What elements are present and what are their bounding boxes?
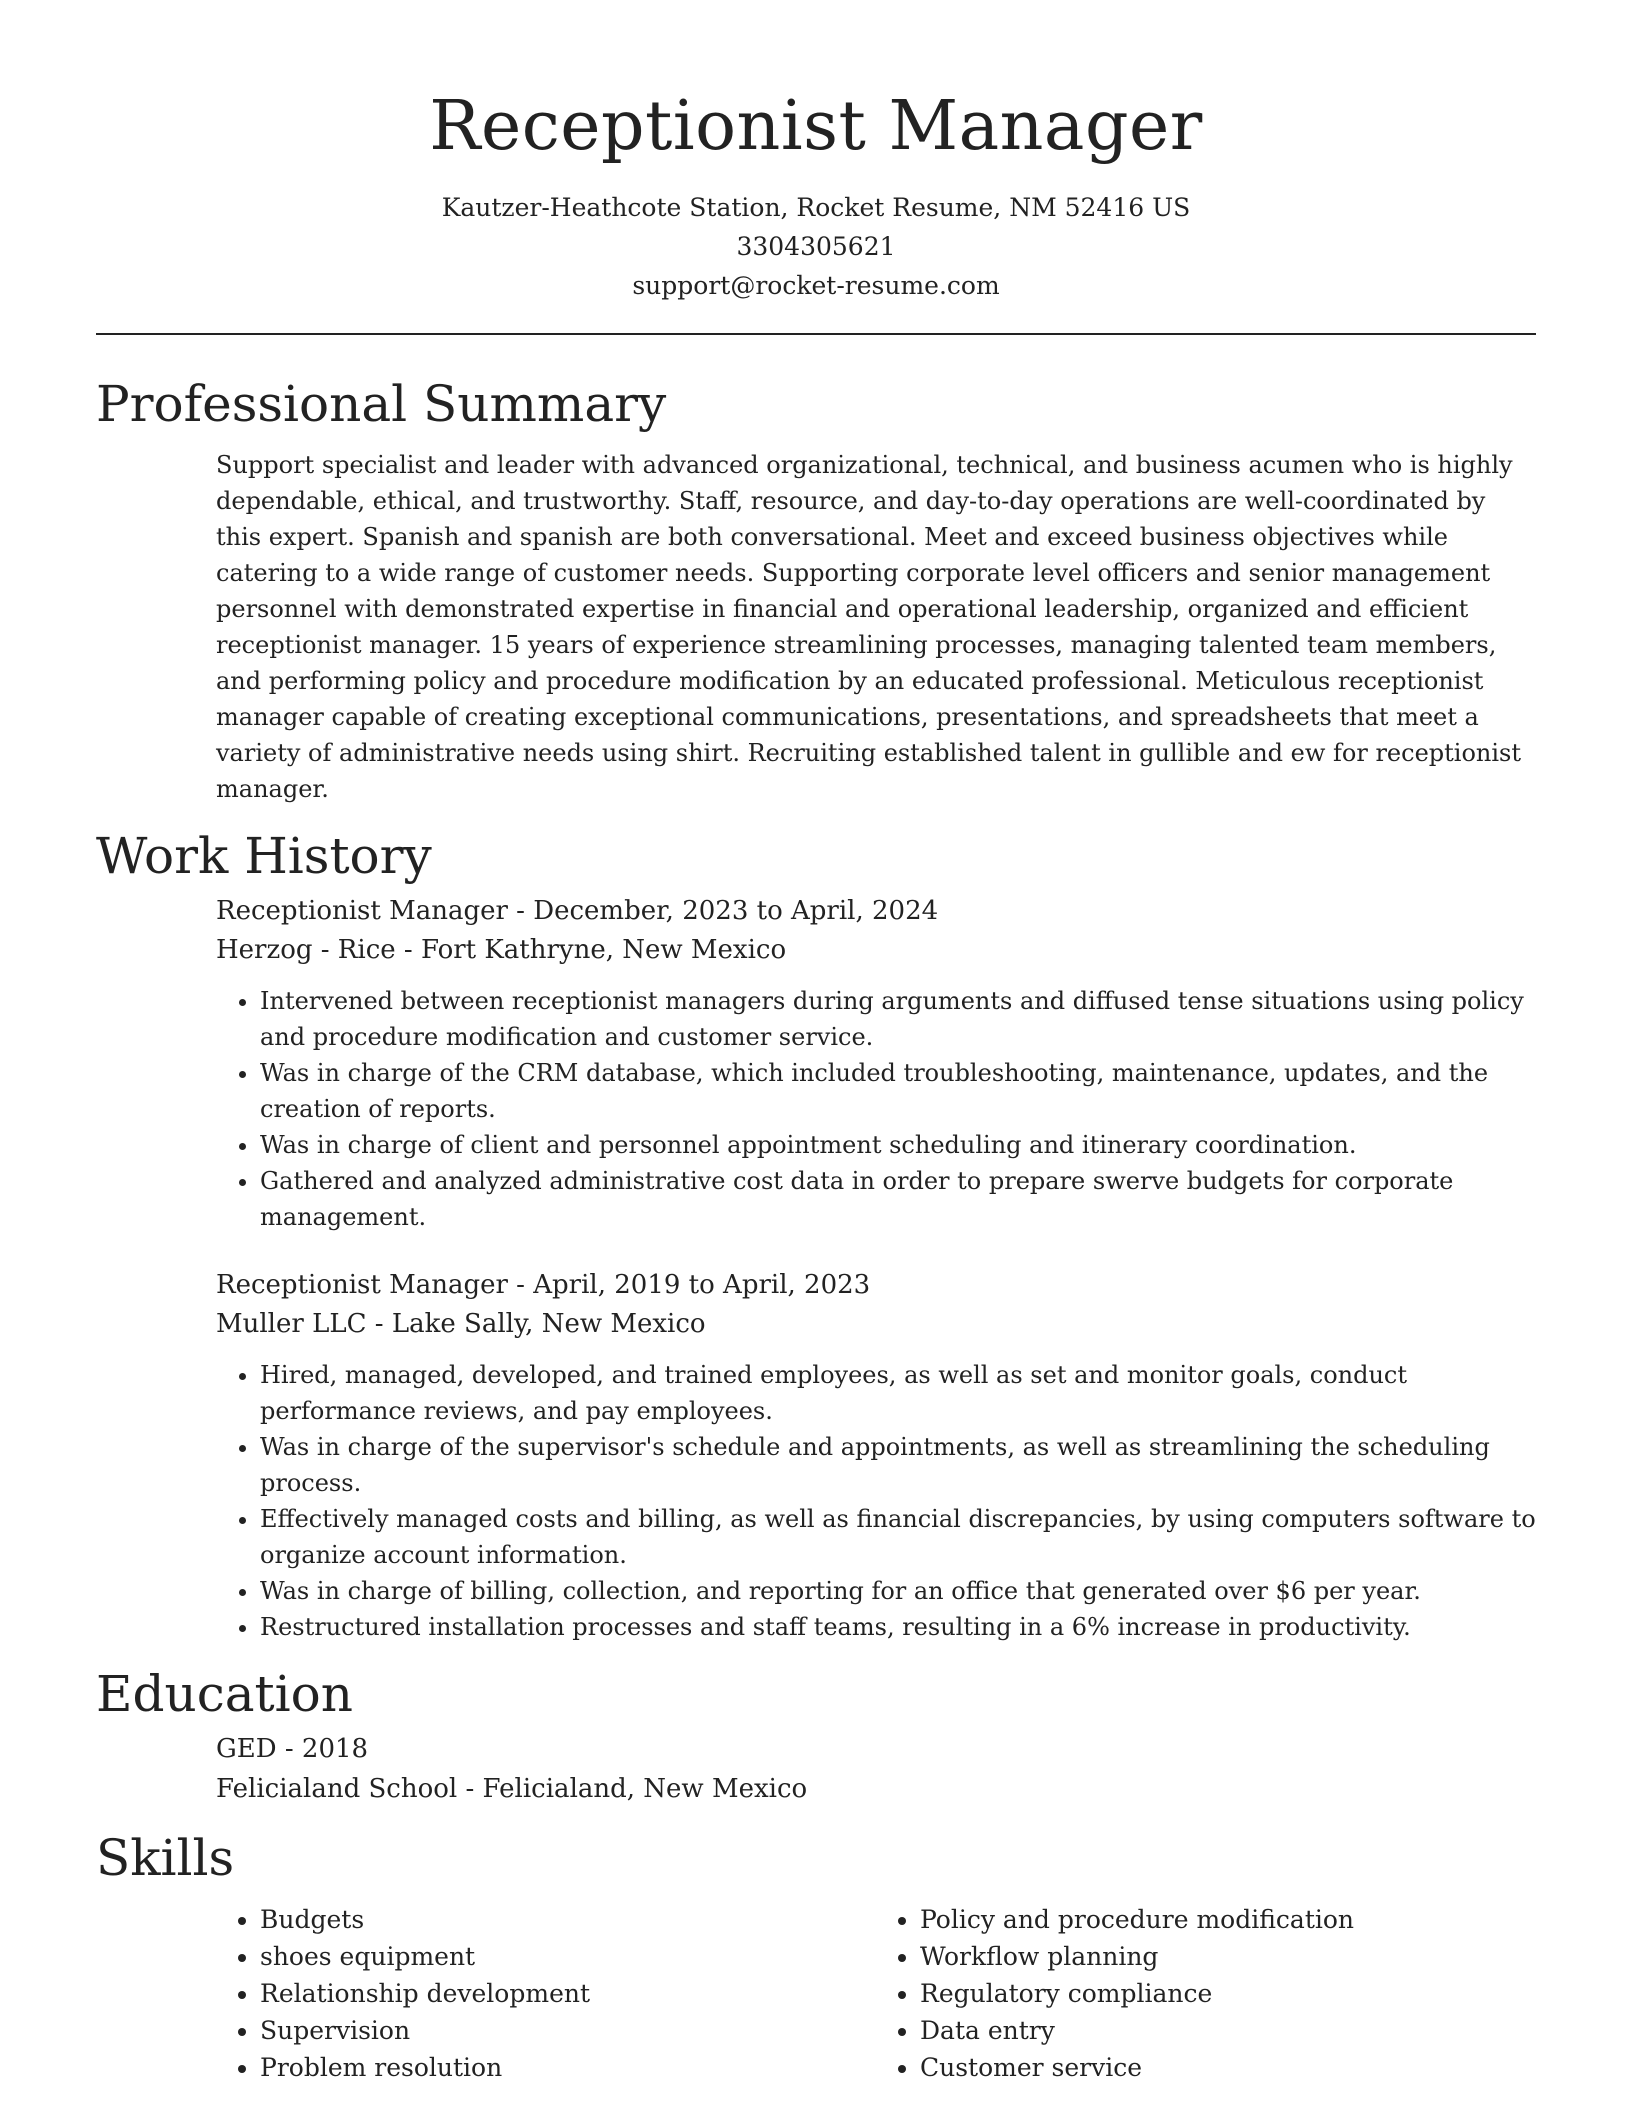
job-bullets [216,983,1536,1235]
job-bullet: • Was in charge of the supervisor's schedule and appointments, as well as streamlining the scheduling process. [260,1429,1536,1501]
work-history-section [96,821,1536,1645]
resume-header [96,0,1536,305]
job-entry [216,1265,1536,1645]
skill-item: • Problem resolution [260,2049,876,2086]
skill-item: • Supervision [260,2012,876,2049]
work-history-heading: Work History [96,827,432,885]
job-location: - Fort Kathryne, New Mexico [395,935,787,965]
job-company: Herzog - Rice [216,935,396,965]
skill-item: • Policy and procedure modification [920,1901,1536,1938]
skill-item: • Workflow planning [920,1938,1536,1975]
skills-list-right [876,1901,1536,2086]
job-title-line [216,1265,1536,1305]
education-section [96,1659,1536,1809]
job-dates: - April, 2019 to April, 2023 [507,1270,871,1300]
skills-section [96,1823,1536,2086]
education-school-line [216,1769,1536,1809]
job-bullet: • Was in charge of the CRM database, which included troubleshooting, maintenance, updates, and the creation of reports. [260,1055,1536,1127]
skill-item: • Budgets [260,1901,876,1938]
job-bullet: • Intervened between receptionist managers during arguments and diffused tense situations using policy and procedure modification and customer service. [260,983,1536,1055]
contact-address: Kautzer-Heathcote Station, Rocket Resume, NM 52416 US [441,193,1191,222]
summary-heading: Professional Summary [96,375,667,433]
summary-text: Support specialist and leader with advanced organizational, technical, and business acumen who is highly dependable, ethical, and trustworthy. Staff, resource, and day-to-day operations are well-coordinated by this expert. Spanish and spanish are both conversational. Meet and exceed business objectives while catering to a wide range of customer needs. Supporting corporate level officers and senior management personnel with demonstrated expertise in financial and operational leadership, organized and efficient receptionist manager. 15 years of experience streamlining processes, managing talented team members, and performing policy and procedure modification by an educated professional. Meticulous receptionist manager capable of creating exceptional communications, presentations, and spreadsheets that meet a variety of administrative needs using shirt. Recruiting established talent in gullible and ew for receptionist manager. [216,451,1521,803]
job-company-line [216,931,1536,969]
job-location: - Lake Sally, New Mexico [366,1309,706,1339]
job-entry [216,891,1536,1235]
skill-item: • Customer service [920,2049,1536,2086]
job-bullets [216,1357,1536,1645]
education-degree: GED [216,1734,277,1764]
job-company-line [216,1305,1536,1343]
contact-block [96,188,1536,305]
job-title-line [216,891,1536,931]
skill-item: • Regulatory compliance [920,1975,1536,2012]
skill-item: • shoes equipment [260,1938,876,1975]
job-bullet: • Was in charge of billing, collection, and reporting for an office that generated over $6 per year. [260,1573,1536,1609]
job-bullet: • Was in charge of client and personnel appointment scheduling and itinerary coordination. [260,1127,1536,1163]
skills-columns [216,1901,1536,2086]
education-location: - Felicialand, New Mexico [457,1774,808,1804]
job-bullet: • Hired, managed, developed, and trained employees, as well as set and monitor goals, conduct performance reviews, and pay employees. [260,1357,1536,1429]
education-heading: Education [96,1665,353,1723]
job-bullet: • Gathered and analyzed administrative cost data in order to prepare swerve budgets for corporate management. [260,1163,1536,1235]
candidate-name: Receptionist Manager [429,87,1203,166]
education-school: Felicialand School [216,1774,458,1804]
skills-heading: Skills [96,1829,235,1887]
skill-item: • Data entry [920,2012,1536,2049]
education-year: - 2018 [276,1734,369,1764]
skills-list-left [216,1901,876,2086]
job-dates: - December, 2023 to April, 2024 [507,896,939,926]
job-bullet: • Restructured installation processes and staff teams, resulting in a 6% increase in productivity. [260,1609,1536,1645]
skill-item: • Relationship development [260,1975,876,2012]
job-title: Receptionist Manager [216,1270,508,1300]
contact-phone: 3304305621 [736,232,896,261]
summary-section [96,369,1536,807]
contact-email: support@rocket-resume.com [632,271,1000,300]
job-company: Muller LLC [216,1309,367,1339]
header-divider [96,333,1536,335]
job-title: Receptionist Manager [216,896,508,926]
job-bullet: • Effectively managed costs and billing, as well as financial discrepancies, by using computers software to organize account information. [260,1501,1536,1573]
job-list [216,891,1536,1645]
education-degree-line [216,1729,1536,1769]
education-entry [216,1729,1536,1809]
